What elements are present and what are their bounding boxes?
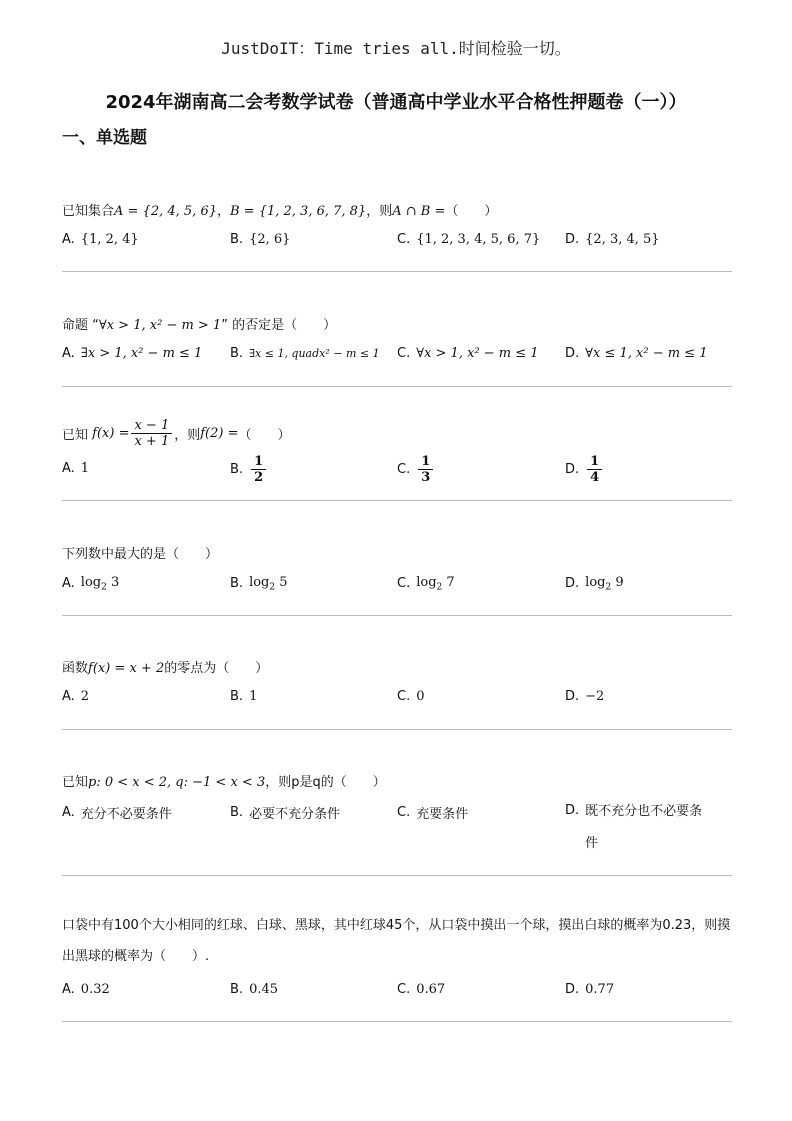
exam-title: 2024年湖南高二会考数学试卷（普通高中学业水平合格性押题卷（一）） bbox=[105, 92, 687, 113]
fraction: $\frac{1}{4}$ bbox=[587, 454, 602, 485]
option-a[interactable]: A. 2 bbox=[62, 689, 90, 704]
fraction: $\frac{1}{3}$ bbox=[418, 454, 433, 485]
option-b[interactable]: B. ∃x ≤ 1, quadx² − m ≤ 1 bbox=[230, 346, 380, 361]
option-c[interactable]: C. 充要条件 bbox=[397, 805, 469, 822]
option-d[interactable]: D. −2 bbox=[565, 689, 605, 704]
option-c[interactable]: C. 0.67 bbox=[397, 982, 446, 997]
option-b[interactable]: B. {2, 6} bbox=[230, 232, 291, 247]
option-a[interactable]: A. ∃x > 1, x² − m ≤ 1 bbox=[62, 346, 203, 361]
divider bbox=[62, 500, 732, 501]
question-stem: 命题 “∀x > 1, x² − m > 1” 的否定是（ ） bbox=[62, 318, 337, 333]
option-d[interactable]: D. $\log_2 9$ bbox=[565, 575, 624, 593]
option-a[interactable]: A. 0.32 bbox=[62, 982, 110, 997]
question-stem: 已知 f(x) = $\frac{x - 1}{x + 1}$ ，则 f(2) = （ ） bbox=[62, 418, 291, 449]
option-d[interactable]: D. 既不充分也不必要条件 bbox=[565, 803, 703, 851]
divider bbox=[62, 271, 732, 272]
option-b[interactable]: B. $\log_2 5$ bbox=[230, 575, 288, 593]
option-b[interactable]: B. 必要不充分条件 bbox=[230, 805, 341, 822]
question-stem: 口袋中有100个大小相同的红球、白球、黑球，其中红球45个，从口袋中摸出一个球，摸出白球的概率为0.23，则摸出黑球的概率为（ ）. bbox=[62, 918, 731, 964]
question-stem: 下列数中最大的是（ ） bbox=[62, 547, 219, 562]
question-stem: 已知p: 0 < x < 2, q: −1 < x < 3，则p是q的（ ） bbox=[62, 775, 386, 790]
question-stem: 函数f(x) = x + 2的零点为（ ） bbox=[62, 661, 269, 676]
question-stem: 已知集合A = {2, 4, 5, 6}，B = {1, 2, 3, 6, 7, 8}，则A ∩ B =（ ） bbox=[62, 204, 498, 219]
option-c[interactable]: C. {1, 2, 3, 4, 5, 6, 7} bbox=[397, 232, 541, 247]
option-c[interactable]: C. $\frac{1}{3}$ bbox=[397, 454, 435, 485]
option-a[interactable]: A. 充分不必要条件 bbox=[62, 805, 172, 822]
fraction: $\frac{x - 1}{x + 1}$ bbox=[131, 418, 172, 449]
option-b[interactable]: B. $\frac{1}{2}$ bbox=[230, 454, 268, 485]
divider bbox=[62, 615, 732, 616]
divider bbox=[62, 386, 732, 387]
option-c[interactable]: C. $\log_2 7$ bbox=[397, 575, 455, 593]
fraction: $\frac{1}{2}$ bbox=[251, 454, 266, 485]
option-a[interactable]: A. {1, 2, 4} bbox=[62, 232, 139, 247]
option-a[interactable]: A. $\log_2 3$ bbox=[62, 575, 120, 593]
divider bbox=[62, 875, 732, 876]
option-b[interactable]: B. 0.45 bbox=[230, 982, 279, 997]
page-header-motto: JustDoIT：Time tries all.时间检验一切。 bbox=[221, 39, 571, 58]
option-d[interactable]: D. {2, 3, 4, 5} bbox=[565, 232, 660, 247]
section-heading: 一、单选题 bbox=[62, 128, 147, 148]
option-d[interactable]: D. ∀x ≤ 1, x² − m ≤ 1 bbox=[565, 346, 708, 361]
option-d[interactable]: D. 0.77 bbox=[565, 982, 615, 997]
divider bbox=[62, 729, 732, 730]
option-d[interactable]: D. $\frac{1}{4}$ bbox=[565, 454, 604, 485]
divider bbox=[62, 1021, 732, 1022]
option-a[interactable]: A. 1 bbox=[62, 461, 90, 476]
option-c[interactable]: C. 0 bbox=[397, 689, 425, 704]
option-c[interactable]: C. ∀x > 1, x² − m ≤ 1 bbox=[397, 346, 539, 361]
option-b[interactable]: B. 1 bbox=[230, 689, 258, 704]
